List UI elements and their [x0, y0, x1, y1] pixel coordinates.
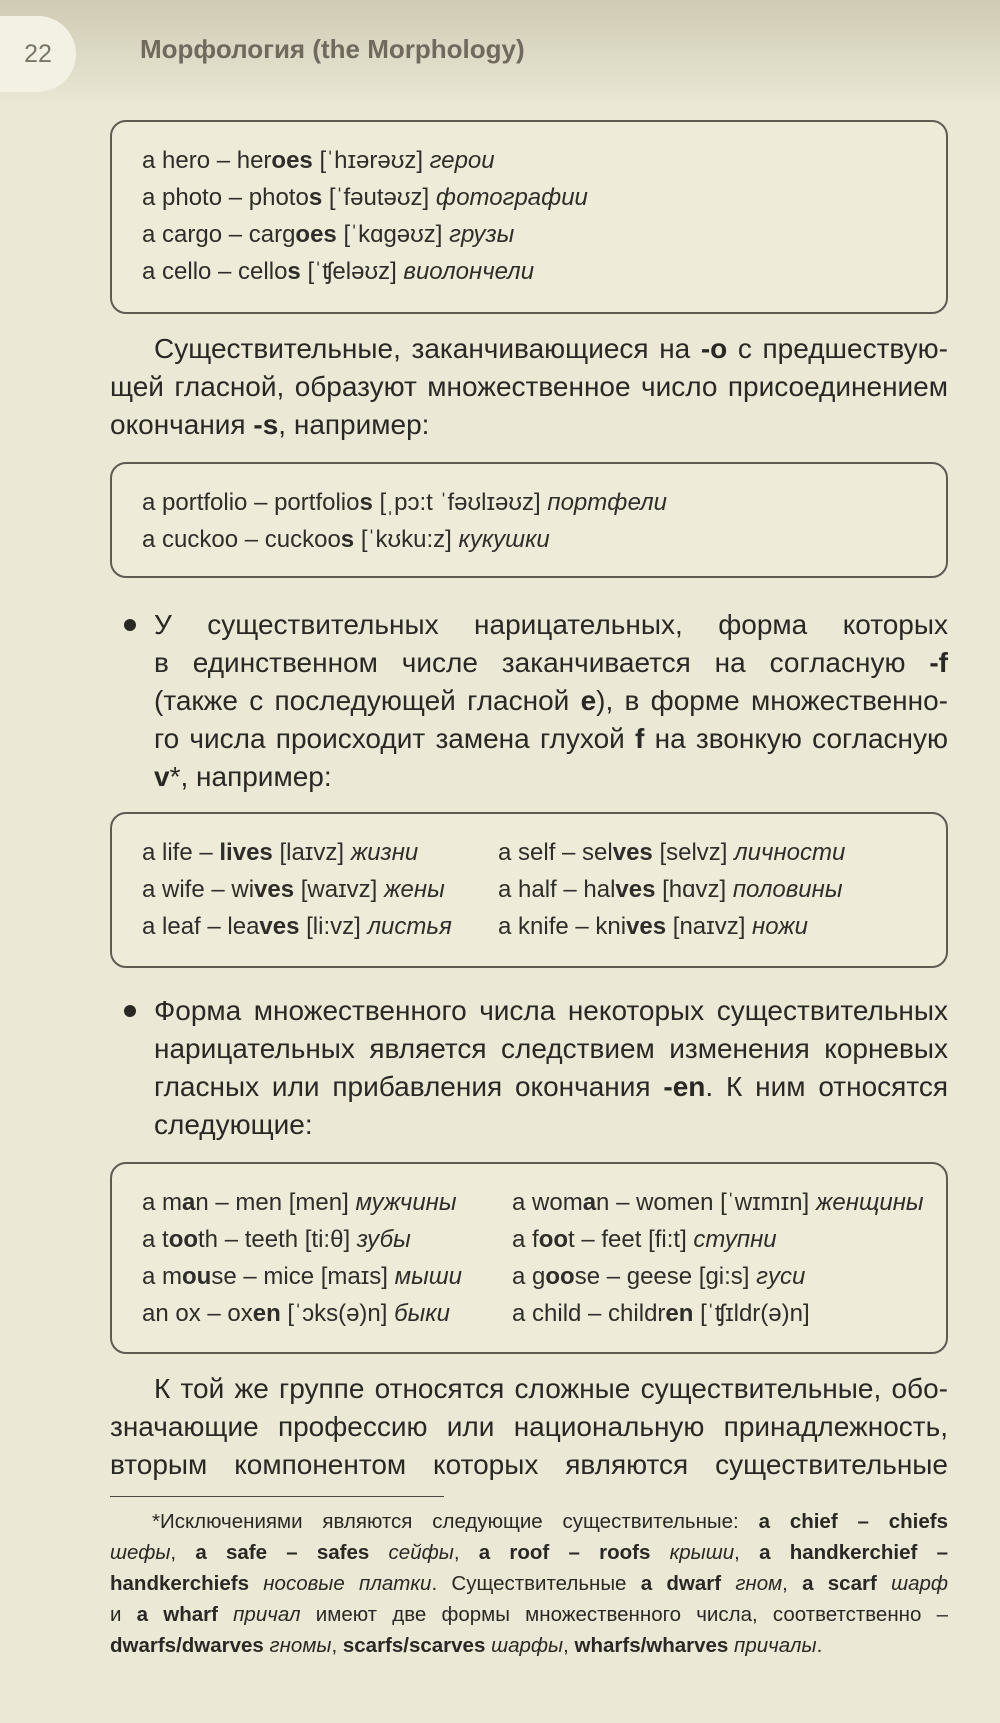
example-line: a cargo – cargoes [ˈkɑgəʊz] грузы — [142, 221, 515, 248]
text-line: dwarfs/dwarves гномы, scarfs/scarves шарфы, wharfs/wharves причалы. — [110, 1634, 823, 1657]
footnote — [110, 1506, 948, 1661]
text-line: v*, например: — [154, 761, 332, 792]
text-line: значающие профессию или национальную принадлежность, — [110, 1411, 948, 1442]
text-line: следующие: — [154, 1109, 313, 1140]
example-line: a foot – feet [fi:t] ступни — [512, 1226, 777, 1253]
example-box-irregular — [110, 1162, 948, 1354]
example-box-f-v — [110, 812, 948, 968]
example-line: a knife – knives [naɪvz] ножи — [498, 913, 808, 940]
text-line: нарицательных является следствием изменения корневых — [154, 1033, 948, 1064]
example-line: a man – men [men] мужчины — [142, 1189, 457, 1216]
bullet-dot — [124, 619, 136, 631]
running-title: Морфология (the Morphology) — [140, 34, 525, 64]
text-line: окончания -s, например: — [110, 409, 430, 440]
paragraph-vowel-o — [110, 330, 948, 444]
example-column-left — [142, 834, 452, 945]
bullet-dot — [124, 1005, 136, 1017]
text-line: handkerchiefs носовые платки. Существительные a dwarf гном, a scarf шарф — [110, 1572, 949, 1595]
bullet-f-to-v — [154, 606, 948, 796]
example-line: a portfolio – portfolios [ˌpɔ:t ˈfəʊlɪəʊz] портфели — [142, 489, 668, 516]
example-line: a leaf – leaves [li:vz] листья — [142, 913, 452, 940]
bullet-root-vowels — [154, 992, 948, 1144]
example-line: a hero – heroes [ˈhɪərəʊz] герои — [142, 147, 495, 174]
text-line: и a wharf причал имеют две формы множественного числа, соответственно – — [110, 1603, 948, 1626]
example-line: a mouse – mice [maɪs] мыши — [142, 1263, 462, 1290]
example-line: a woman – women [ˈwɪmɪn] женщины — [512, 1189, 924, 1216]
example-line: a half – halves [hɑvz] половины — [498, 876, 843, 903]
text-line: гласных или прибавления окончания -en. К ним относятся — [154, 1071, 948, 1102]
text-line: Существительные, заканчивающиеся на -о с предшествую- — [154, 333, 948, 364]
footnote-divider — [110, 1496, 444, 1497]
text-line: вторым компонентом которых являются существительные — [110, 1449, 948, 1480]
text-line: *Исключениями являются следующие существительные: a chief – chiefs — [152, 1510, 948, 1533]
paragraph-compound-nouns — [110, 1370, 948, 1484]
text-line: го числа происходит замена глухой f на звонкую согласную — [154, 723, 949, 754]
example-line: an ox – oxen [ˈɔks(ə)n] быки — [142, 1300, 450, 1327]
text-line: шефы, a safe – safes сейфы, a roof – roofs крыши, a handkerchief – — [110, 1541, 948, 1564]
text-line: в единственном числе заканчивается на согласную -f — [154, 647, 948, 678]
example-line: a cuckoo – cuckoos [ˈkʊku:z] кукушки — [142, 526, 550, 553]
example-column-left — [142, 1184, 462, 1332]
text-line: К той же группе относятся сложные существительные, обо- — [154, 1373, 948, 1404]
example-column-right — [512, 1184, 924, 1332]
example-line: a photo – photos [ˈfəutəʊz] фотографии — [142, 184, 588, 211]
example-line: a self – selves [selvz] личности — [498, 839, 846, 866]
text-line: Форма множественного числа некоторых существительных — [154, 995, 948, 1026]
page-header — [0, 0, 1000, 108]
example-line: a cello – cellos [ˈʧeləʊz] виолончели — [142, 258, 535, 285]
example-line: a tooth – teeth [ti:θ] зубы — [142, 1226, 411, 1253]
text-line: (также с последующей гласной е), в форме множественно- — [154, 685, 949, 716]
text-line: У существительных нарицательных, форма которых — [154, 609, 948, 640]
example-line: a life – lives [laɪvz] жизни — [142, 839, 419, 866]
example-box-os-endings — [110, 462, 948, 578]
text-line: щей гласной, образуют множественное число присоединением — [110, 371, 948, 402]
page-number: 22 — [0, 16, 76, 92]
example-box-o-endings — [110, 120, 948, 314]
example-line: a goose – geese [gi:s] гуси — [512, 1263, 806, 1290]
example-column-right — [498, 834, 845, 945]
example-line: a child – children [ˈʧɪldr(ə)n] — [512, 1300, 810, 1327]
example-line: a wife – wives [waɪvz] жены — [142, 876, 445, 903]
